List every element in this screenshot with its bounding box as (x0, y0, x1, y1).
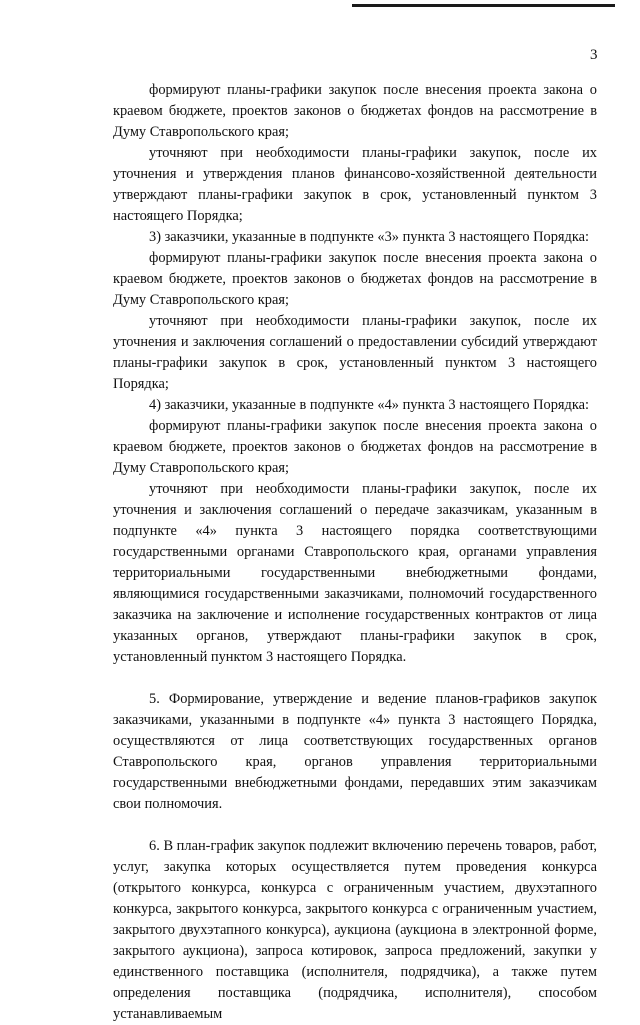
paragraph: уточняют при необходимости планы-графики закупок, после их уточнения и утверждения планов финансово-хозяйственной деятельности утверждают планы-графики закупок в срок, установленный пунктом 3 настоящего Порядка; (113, 145, 597, 224)
paragraph: формируют планы-графики закупок после внесения проекта закона о краевом бюджете, проектов законов о бюджетах фондов на рассмотрение в Думу Ставропольского края; (113, 82, 597, 140)
paragraph: формируют планы-графики закупок после внесения проекта закона о краевом бюджете, проектов законов о бюджетах фондов на рассмотрение в Думу Ставропольского края; (113, 250, 597, 308)
paragraph: 3) заказчики, указанные в подпункте «3» пункта 3 настоящего Порядка: (149, 229, 590, 245)
document-body (113, 80, 597, 1025)
paragraph: уточняют при необходимости планы-графики закупок, после их уточнения и заключения соглашений о предоставлении субсидий утверждают планы-графики закупок в срок, установленный пунктом 3 настоящего Порядка; (113, 313, 597, 392)
paragraph: формируют планы-графики закупок после внесения проекта закона о краевом бюджете, проектов законов о бюджетах фондов на рассмотрение в Думу Ставропольского края; (113, 418, 597, 476)
paragraph: 5. Формирование, утверждение и ведение планов-графиков закупок заказчиками, указанными в подпункте «4» пункта 3 настоящего Порядка, осуществляются от лица соответствующих государственных органов Ставропольского края, органов управления территориальными государственными внебюджетными фондами, передавших этим заказчикам свои полномочия. (113, 691, 597, 812)
paragraph: 4) заказчики, указанные в подпункте «4» пункта 3 настоящего Порядка: (149, 397, 590, 413)
page-number: 3 (590, 47, 598, 63)
paragraph: 6. В план-график закупок подлежит включению перечень товаров, работ, услуг, закупка которых осуществляется путем проведения конкурса (открытого конкурса, конкурса с ограниченным участием, двухэтапного конкурса, закрытого конкурса, закрытого конкурса с ограниченным участием, закрытого двухэтапного конкурса), аукциона (аукциона в электронной форме, закрытого аукциона), запроса котировок, запроса предложений, закупки у единственного поставщика (исполнителя, подрядчика), а также путем определения поставщика (подрядчика, исполнителя), способом устанавливаемым (113, 838, 597, 1022)
paragraph: уточняют при необходимости планы-графики закупок, после их уточнения и заключения соглашений о передаче заказчикам, указанным в подпункте «4» пункта 3 настоящего порядка соответствующими государственными органами Ставропольского края, органами управления территориальными государственными внебюджетными фондами, являющимися государственными заказчиками, полномочий государственного заказчика на заключение и исполнение государственных контрактов от лица указанных органов, утверждают планы-графики закупок в срок, установленный пунктом 3 настоящего Порядка. (113, 481, 597, 665)
top-rule (352, 4, 615, 7)
